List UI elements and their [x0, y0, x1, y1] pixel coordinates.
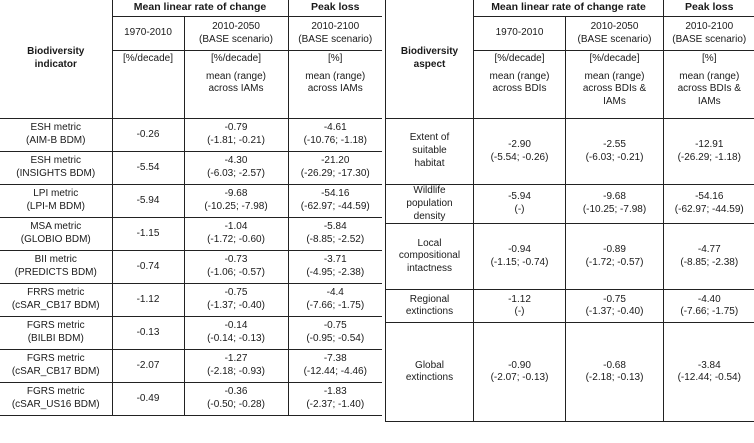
peak-loss-header: Peak loss [288, 0, 382, 17]
rate-2010-2050: -0.75 (-1.37; -0.40) [566, 290, 664, 323]
rate-2010-2050: -0.14 (-0.14; -0.13) [184, 317, 288, 350]
table-row [0, 251, 382, 284]
indicator-cell [0, 284, 112, 317]
rate-2010-2050: -1.27 (-2.18; -0.93) [184, 350, 288, 383]
indicator-cell [0, 317, 112, 350]
rate-2010-2050: -9.68 (-10.25; -7.98) [566, 185, 664, 224]
peak-loss: -21.20 (-26.29; -17.30) [288, 152, 382, 185]
rate-1970-2010: -5.94 (-) [474, 185, 566, 224]
table-row [386, 119, 754, 152]
rate-2010-2050: -4.30 (-6.03; -2.57) [184, 152, 288, 185]
model-name: (BILBI BDM) [27, 333, 84, 344]
aspect-cell: Global extinctions [386, 323, 474, 422]
peak-loss: -5.84 (-8.85; -2.52) [288, 218, 382, 251]
model-name: (cSAR_US16 BDM) [11, 399, 100, 410]
range-note: mean (range) across BDIs [474, 69, 566, 119]
rate-2010-2050: -1.04 (-1.72; -0.60) [184, 218, 288, 251]
rate-1970-2010: -1.15 [112, 218, 184, 251]
period-2010-2100: 2010-2100 (BASE scenario) [298, 20, 373, 45]
aspect-cell: Local compositional intactness [386, 224, 474, 290]
indicator-cell [0, 251, 112, 284]
table-row [0, 218, 382, 251]
rate-1970-2010: -0.90 (-2.07; -0.13) [474, 323, 566, 422]
mean-rate-header: Mean linear rate of change [112, 0, 288, 17]
model-name: (INSIGHTS BDM) [16, 168, 96, 179]
indicator-cell [0, 152, 112, 185]
metric-name: MSA metric [30, 221, 82, 233]
table-row [0, 383, 382, 416]
table-row [386, 290, 754, 323]
indicator-cell [0, 218, 112, 251]
indicator-table [0, 0, 382, 416]
peak-loss: -1.83 (-2.37; -1.40) [288, 383, 382, 416]
rate-1970-2010: -0.13 [112, 317, 184, 350]
rate-2010-2050: -9.68 (-10.25; -7.98) [184, 185, 288, 218]
table-row [0, 152, 382, 185]
metric-name: FGRS metric [26, 386, 85, 398]
rate-1970-2010: -2.07 [112, 350, 184, 383]
table-row [0, 350, 382, 383]
table-row [0, 185, 382, 218]
table-row [386, 185, 754, 224]
metric-name: LPI metric [33, 188, 79, 200]
indicator-cell [0, 350, 112, 383]
table-row [0, 119, 382, 152]
metric-name: FGRS metric [26, 353, 85, 365]
peak-loss: -54.16 (-62.97; -44.59) [664, 185, 754, 224]
indicator-column-header: Biodiversity indicator [0, 0, 112, 119]
peak-loss: -4.61 (-10.76; -1.18) [288, 119, 382, 152]
peak-loss: -4.40 (-7.66; -1.75) [664, 290, 754, 323]
peak-loss: -0.75 (-0.95; -0.54) [288, 317, 382, 350]
unit-label: [%] [664, 51, 754, 69]
period-1970-2010: 1970-2010 [112, 17, 184, 51]
range-note: mean (range) across BDIs & IAMs [664, 69, 754, 119]
metric-name: FRRS metric [27, 287, 85, 299]
table-row [386, 224, 754, 257]
period-1970-2010: 1970-2010 [474, 17, 566, 51]
period-2010-2050: 2010-2050 (BASE scenario) [566, 17, 664, 51]
range-note: mean (range) across IAMs [288, 69, 382, 119]
metric-name: FGRS metric [26, 320, 85, 332]
unit-label: [%/decade] [112, 51, 184, 69]
unit-label: [%/decade] [184, 51, 288, 69]
rate-2010-2050: -0.79 (-1.81; -0.21) [184, 119, 288, 152]
aspect-table [385, 0, 754, 422]
peak-loss-header: Peak loss [664, 0, 754, 17]
peak-loss: -54.16 (-62.97; -44.59) [288, 185, 382, 218]
model-name: (PREDICTS BDM) [14, 267, 97, 278]
metric-name: ESH metric [30, 122, 82, 134]
indicator-cell [0, 383, 112, 416]
rate-1970-2010: -0.49 [112, 383, 184, 416]
rate-1970-2010: -5.54 [112, 152, 184, 185]
aspect-column-header: Biodiversity aspect [386, 0, 474, 119]
rate-1970-2010: -0.94 (-1.15; -0.74) [474, 224, 566, 290]
table-row [0, 317, 382, 350]
range-note: mean (range) across BDIs & IAMs [566, 69, 664, 119]
period-2010-2100: 2010-2100 (BASE scenario) [672, 20, 747, 45]
unit-label: [%/decade] [474, 51, 566, 69]
model-name: (AIM-B BDM) [26, 135, 86, 146]
rate-1970-2010: -0.26 [112, 119, 184, 152]
aspect-cell: Wildlife population density [386, 185, 474, 224]
peak-loss: -3.84 (-12.44; -0.54) [664, 323, 754, 422]
period-2010-2050: 2010-2050 (BASE scenario) [184, 17, 288, 51]
model-name: (cSAR_CB17 BDM) [11, 366, 100, 377]
rate-1970-2010: -1.12 (-) [474, 290, 566, 323]
rate-1970-2010: -5.94 [112, 185, 184, 218]
table-row [386, 323, 754, 356]
rate-1970-2010: -1.12 [112, 284, 184, 317]
aspect-cell: Extent of suitable habitat [386, 119, 474, 185]
model-name: (LPI-M BDM) [26, 201, 85, 212]
rate-1970-2010: -2.90 (-5.54; -0.26) [474, 119, 566, 185]
range-note: mean (range) across IAMs [184, 69, 288, 119]
rate-2010-2050: -0.75 (-1.37; -0.40) [184, 284, 288, 317]
peak-loss: -12.91 (-26.29; -1.18) [664, 119, 754, 185]
rate-2010-2050: -0.68 (-2.18; -0.13) [566, 323, 664, 422]
peak-loss: -4.77 (-8.85; -2.38) [664, 224, 754, 290]
peak-loss: -4.4 (-7.66; -1.75) [288, 284, 382, 317]
peak-loss: -7.38 (-12.44; -4.46) [288, 350, 382, 383]
unit-label: [%] [288, 51, 382, 69]
mean-rate-header: Mean linear rate of change rate [474, 0, 664, 17]
metric-name: ESH metric [30, 155, 82, 167]
rate-2010-2050: -0.73 (-1.06; -0.57) [184, 251, 288, 284]
rate-2010-2050: -0.36 (-0.50; -0.28) [184, 383, 288, 416]
table-row [0, 284, 382, 317]
aspect-cell: Regional extinctions [386, 290, 474, 323]
rate-2010-2050: -2.55 (-6.03; -0.21) [566, 119, 664, 185]
metric-name: BII metric [34, 254, 77, 266]
indicator-cell [0, 185, 112, 218]
unit-label: [%/decade] [566, 51, 664, 69]
rate-1970-2010: -0.74 [112, 251, 184, 284]
model-name: (GLOBIO BDM) [20, 234, 91, 245]
indicator-cell [0, 119, 112, 152]
model-name: (cSAR_CB17 BDM) [11, 300, 100, 311]
peak-loss: -3.71 (-4.95; -2.38) [288, 251, 382, 284]
rate-2010-2050: -0.89 (-1.72; -0.57) [566, 224, 664, 290]
